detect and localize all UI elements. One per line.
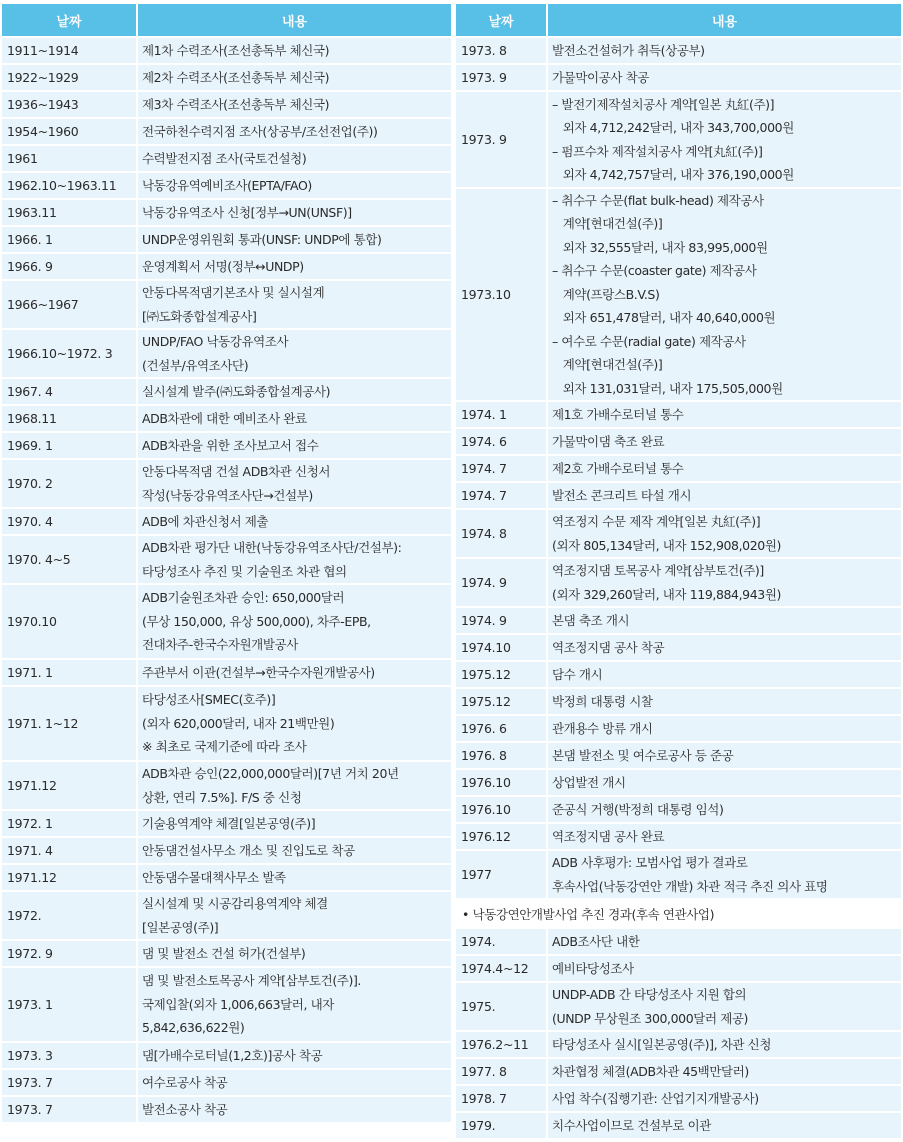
- row-date: 1936~1943: [2, 92, 136, 117]
- row-content-line: 상업발전 개시: [552, 774, 626, 790]
- row-content: [548, 797, 901, 822]
- row-date: 1975.12: [456, 689, 546, 714]
- row-content-line: 계약[현대건설(주)]: [552, 216, 663, 232]
- row-content: [548, 559, 901, 606]
- row-content-line: ADB기술원조차관 승인: 650,000달러: [142, 590, 345, 606]
- table-row: [2, 92, 451, 117]
- row-content: [138, 811, 451, 836]
- row-content: [548, 1086, 901, 1111]
- table-header: [456, 4, 901, 36]
- row-content-line: 안동댐건설사무소 개소 및 진입도로 착공: [142, 842, 355, 858]
- row-date: 1971. 1~12: [2, 687, 136, 760]
- row-date: 1974. 6: [456, 429, 546, 454]
- row-date: 1966.10~1972. 3: [2, 330, 136, 377]
- table-row: [2, 38, 451, 63]
- row-date: 1973. 9: [456, 92, 546, 187]
- row-content-line: [일본공영(주)]: [142, 919, 219, 935]
- table-row: [2, 762, 451, 809]
- row-content-line: 타당성조사 실시[일본공영(주)], 차관 신청: [552, 1036, 772, 1052]
- row-content: [548, 1032, 901, 1057]
- row-content-line: 박정희 대통령 시찰: [552, 693, 653, 709]
- row-date: 1969. 1: [2, 433, 136, 458]
- table-row: [2, 460, 451, 507]
- section-title: • 낙동강연안개발사업 추진 경과(후속 연관사업): [456, 900, 901, 927]
- row-content: [548, 743, 901, 768]
- row-content: [138, 1070, 451, 1095]
- table-row: [456, 402, 901, 427]
- row-content-line: 안동댐수몰대책사무소 발족: [142, 869, 286, 885]
- row-date: 1911~1914: [2, 38, 136, 63]
- row-content-line: 작성(낙동강유역조사단→건설부): [142, 487, 313, 503]
- row-content: [548, 429, 901, 454]
- row-content-line: (외자 805,134달러, 내자 152,908,020원): [552, 537, 781, 553]
- table-row: [456, 662, 901, 687]
- row-content: [138, 536, 451, 583]
- row-content: [138, 254, 451, 279]
- row-date: 1972. 9: [2, 941, 136, 966]
- row-content-line: 외자 4,712,242달러, 내자 343,700,000원: [552, 120, 794, 135]
- table-row: [2, 865, 451, 890]
- table-row: [456, 956, 901, 981]
- table-row: [2, 65, 451, 90]
- row-content: [548, 635, 901, 660]
- row-date: 1970. 2: [2, 460, 136, 507]
- row-date: 1966. 1: [2, 227, 136, 252]
- table-row: [456, 635, 901, 660]
- row-content-line: 제3차 수력조사(조선총독부 체신국): [142, 96, 330, 112]
- table-row: [456, 510, 901, 557]
- row-date: 1963.11: [2, 200, 136, 225]
- row-content-line: 수력발전지점 조사(국토건설청): [142, 150, 307, 166]
- row-content-line: (UNDP 무상원조 300,000달러 제공): [552, 1010, 749, 1026]
- row-content: [548, 1059, 901, 1084]
- row-date: 1979.: [456, 1113, 546, 1138]
- row-date: 1977: [456, 851, 546, 898]
- row-content: [138, 968, 451, 1041]
- table-row: [456, 456, 901, 481]
- row-content-line: 외자 651,478달러, 내자 40,640,000원: [552, 310, 776, 326]
- row-date: 1973.10: [456, 189, 546, 400]
- row-content: [548, 92, 901, 187]
- row-date: 1966~1967: [2, 281, 136, 328]
- row-date: 1974.4~12: [456, 956, 546, 981]
- row-content: [138, 687, 451, 760]
- row-date: 1974. 1: [456, 402, 546, 427]
- row-content-line: – 펌프수차 제작설치공사 계약[丸紅(주)]: [552, 143, 763, 159]
- row-content-line: 본댐 축조 개시: [552, 612, 630, 628]
- table-row: [2, 406, 451, 431]
- row-content-line: 발전소공사 착공: [142, 1101, 228, 1117]
- right-rows-followup: [456, 929, 901, 1138]
- row-content-line: 제1차 수력조사(조선총독부 체신국): [142, 42, 330, 58]
- table-row: [456, 983, 901, 1030]
- row-date: 1977. 8: [456, 1059, 546, 1084]
- row-content-line: ※ 최초로 국제기준에 따라 조사: [142, 739, 307, 755]
- row-content: [138, 585, 451, 658]
- table-row: [456, 429, 901, 454]
- table-row: [2, 838, 451, 863]
- row-content: [548, 189, 901, 400]
- row-date: 1974. 9: [456, 559, 546, 606]
- row-content-line: 운영계획서 서명(정부↔UNDP): [142, 258, 304, 274]
- row-content: [548, 716, 901, 741]
- row-content-line: – 여수로 수문(radial gate) 제작공사: [552, 333, 746, 349]
- row-content-line: 담수 개시: [552, 666, 603, 682]
- row-content-line: 안동다목적댐 건설 ADB차관 신청서: [142, 464, 331, 479]
- table-row: [2, 509, 451, 534]
- table-row: [456, 92, 901, 187]
- row-content-line: 상환, 연리 7.5%]. F/S 중 신청: [142, 789, 302, 805]
- table-row: [2, 1097, 451, 1122]
- table-row: [456, 851, 901, 898]
- row-content-line: – 발전기제작설치공사 계약[일본 丸紅(주)]: [552, 96, 775, 112]
- table-row: [2, 1070, 451, 1095]
- row-date: 1954~1960: [2, 119, 136, 144]
- row-content-line: – 취수구 수문(coaster gate) 제작공사: [552, 263, 757, 279]
- date-header: 날짜: [456, 4, 546, 36]
- row-content: [138, 838, 451, 863]
- row-content-line: ADB차관에 대한 예비조사 완료: [142, 410, 307, 426]
- row-date: 1922~1929: [2, 65, 136, 90]
- row-content-line: [㈜도화종합설계공사]: [142, 308, 257, 324]
- table-row: [2, 433, 451, 458]
- row-content: [138, 92, 451, 117]
- table-row: [456, 797, 901, 822]
- content-header: 내용: [138, 4, 451, 36]
- table-row: [456, 65, 901, 90]
- row-content: [138, 406, 451, 431]
- row-content-line: 낙동강유역조사 신청[정부→UN(UNSF)]: [142, 204, 352, 220]
- row-date: 1976.10: [456, 770, 546, 795]
- row-content-line: UNDP/FAO 낙동강유역조사: [142, 334, 289, 349]
- row-content: [548, 956, 901, 981]
- row-date: 1974.: [456, 929, 546, 954]
- row-date: 1971. 1: [2, 660, 136, 685]
- row-content-line: 예비타당성조사: [552, 960, 634, 976]
- row-content: [138, 379, 451, 404]
- row-content: [138, 941, 451, 966]
- row-content: [138, 330, 451, 377]
- table-row: [2, 585, 451, 658]
- row-date: 1961: [2, 146, 136, 171]
- row-content: [548, 38, 901, 63]
- row-content-line: ADB조사단 내한: [552, 933, 640, 949]
- table-row: [2, 254, 451, 279]
- row-date: 1976.10: [456, 797, 546, 822]
- table-row: [456, 824, 901, 849]
- row-content: [548, 824, 901, 849]
- table-row: [456, 743, 901, 768]
- table-row: [456, 929, 901, 954]
- row-content-line: 낙동강유역예비조사(EPTA/FAO): [142, 177, 312, 193]
- row-content: [138, 119, 451, 144]
- row-content: [548, 662, 901, 687]
- table-row: [2, 892, 451, 939]
- row-content-line: 역조정지 수문 제작 계약[일본 丸紅(주)]: [552, 514, 761, 529]
- row-content-line: (건설부/유역조사단): [142, 357, 249, 373]
- row-content: [138, 892, 451, 939]
- row-content-line: 타당성조사 추진 및 기술원조 차관 협의: [142, 563, 347, 579]
- row-content-line: 역조정지댐 토목공사 계약[삼부토건(주)]: [552, 563, 764, 578]
- table-row: [456, 689, 901, 714]
- table-row: [456, 1032, 901, 1057]
- row-content: [138, 173, 451, 198]
- row-date: 1976.2~11: [456, 1032, 546, 1057]
- table-row: [456, 1059, 901, 1084]
- row-date: 1972.: [2, 892, 136, 939]
- row-content-line: 전대차주-한국수자원개발공사: [142, 637, 298, 653]
- row-content: [138, 865, 451, 890]
- table-row: [456, 608, 901, 633]
- row-content: [138, 38, 451, 63]
- row-content-line: 발전소건설허가 취득(상공부): [552, 42, 705, 58]
- row-content: [548, 983, 901, 1030]
- row-content-line: ADB에 차관신청서 제출: [142, 513, 269, 529]
- row-content-line: – 취수구 수문(flat bulk-head) 제작공사: [552, 192, 764, 208]
- table-row: [2, 1043, 451, 1068]
- row-content: [138, 146, 451, 171]
- table-row: [2, 379, 451, 404]
- row-content-line: 치수사업이므로 건설부로 이관: [552, 1117, 711, 1133]
- row-date: 1970. 4: [2, 509, 136, 534]
- table-row: [2, 536, 451, 583]
- row-content-line: 후속사업(낙동강연안 개발) 차관 적극 추진 의사 표명: [552, 878, 828, 894]
- table-row: [2, 330, 451, 377]
- row-content-line: 댐 및 발전소 건설 허가(건설부): [142, 945, 306, 961]
- row-content: [138, 460, 451, 507]
- row-content-line: 안동다목적댐기본조사 및 실시설계: [142, 285, 325, 300]
- row-content-line: 사업 착수(집행기관: 산업기지개발공사): [552, 1090, 759, 1106]
- row-content-line: 전국하천수력지점 조사(상공부/조선전업(주)): [142, 123, 378, 139]
- row-content-line: UNDP운영위원회 통과(UNSF: UNDP에 통합): [142, 231, 382, 247]
- right-rows: [456, 38, 901, 898]
- row-date: 1974. 9: [456, 608, 546, 633]
- table-row: [2, 119, 451, 144]
- table-row: [2, 173, 451, 198]
- row-content-line: ADB 사후평가: 모범사업 평가 결과로: [552, 855, 748, 870]
- table-row: [456, 716, 901, 741]
- row-content: [138, 433, 451, 458]
- row-content-line: 댐 및 발전소토목공사 계약[삼부토건(주)].: [142, 973, 362, 989]
- row-content-line: 제1호 가배수로터널 통수: [552, 406, 684, 422]
- row-content-line: (외자 620,000달러, 내자 21백만원): [142, 715, 335, 731]
- row-content-line: 실시설계 발주(㈜도화종합설계공사): [142, 383, 331, 399]
- row-date: 1975.12: [456, 662, 546, 687]
- row-content: [548, 510, 901, 557]
- row-content-line: 본댐 발전소 및 여수로공사 등 준공: [552, 747, 734, 763]
- row-content: [138, 200, 451, 225]
- row-date: 1967. 4: [2, 379, 136, 404]
- row-content: [548, 770, 901, 795]
- row-content-line: 역조정지댐 공사 완료: [552, 828, 665, 844]
- row-content: [138, 762, 451, 809]
- table-row: [2, 811, 451, 836]
- row-date: 1973. 7: [2, 1070, 136, 1095]
- left-table: [2, 4, 451, 1124]
- row-content: [548, 929, 901, 954]
- table-row: [456, 1113, 901, 1138]
- row-date: 1974. 7: [456, 483, 546, 508]
- row-content: [138, 1043, 451, 1068]
- row-content-line: 국제입찰(외자 1,006,663달러, 내자: [142, 996, 334, 1012]
- row-date: 1973. 9: [456, 65, 546, 90]
- row-content-line: (외자 329,260달러, 내자 119,884,943원): [552, 586, 781, 602]
- table-row: [456, 483, 901, 508]
- row-content-line: 가물막이댐 축조 완료: [552, 433, 665, 449]
- row-content-line: 차관협정 체결(ADB차관 45백만달러): [552, 1063, 749, 1079]
- date-header: 날짜: [2, 4, 136, 36]
- right-table: [456, 4, 901, 1140]
- row-content: [138, 660, 451, 685]
- row-content-line: ADB차관 승인(22,000,000달러)[7년 거치 20년: [142, 766, 399, 781]
- table-row: [2, 941, 451, 966]
- table-row: [2, 146, 451, 171]
- row-date: 1973. 3: [2, 1043, 136, 1068]
- row-date: 1972. 1: [2, 811, 136, 836]
- table-row: [2, 200, 451, 225]
- row-content-line: (무상 150,000, 유상 500,000), 차주-EPB,: [142, 613, 371, 629]
- row-content: [138, 281, 451, 328]
- row-content: [548, 456, 901, 481]
- table-row: [456, 559, 901, 606]
- row-content-line: 발전소 콘크리트 타설 개시: [552, 487, 692, 503]
- row-content-line: 타당성조사[SMEC(호주)]: [142, 692, 276, 708]
- row-content: [138, 509, 451, 534]
- row-content-line: 제2차 수력조사(조선총독부 체신국): [142, 69, 330, 85]
- row-content: [138, 65, 451, 90]
- row-content-line: 계약[현대건설(주)]: [552, 357, 663, 373]
- row-content-line: 계약(프랑스B.V.S): [552, 286, 660, 302]
- row-content-line: 실시설계 및 시공감리용역계약 체결: [142, 896, 328, 911]
- row-date: 1974. 8: [456, 510, 546, 557]
- row-date: 1971.12: [2, 865, 136, 890]
- table-row: [456, 38, 901, 63]
- row-content-line: 외자 131,031달러, 내자 175,505,000원: [552, 380, 783, 396]
- table-row: [2, 687, 451, 760]
- row-date: 1966. 9: [2, 254, 136, 279]
- row-content-line: ADB차관 평가단 내한(낙동강유역조사단/건설부):: [142, 540, 402, 555]
- row-content-line: 준공식 거행(박정희 대통령 임석): [552, 801, 724, 817]
- row-date: 1971.12: [2, 762, 136, 809]
- row-date: 1970.10: [2, 585, 136, 658]
- table-row: [456, 770, 901, 795]
- table-row: [2, 281, 451, 328]
- row-content: [138, 1097, 451, 1122]
- row-content-line: 관개용수 방류 개시: [552, 720, 653, 736]
- row-date: 1962.10~1963.11: [2, 173, 136, 198]
- row-content: [548, 1113, 901, 1138]
- table-row: [456, 1086, 901, 1111]
- row-content: [548, 483, 901, 508]
- row-content-line: 기술용역계약 체결[일본공영(주)]: [142, 815, 316, 831]
- row-date: 1974. 7: [456, 456, 546, 481]
- row-content-line: 댐[가배수로터널(1,2호)]공사 착공: [142, 1047, 323, 1063]
- row-date: 1976. 8: [456, 743, 546, 768]
- row-content-line: ADB차관을 위한 조사보고서 접수: [142, 437, 319, 453]
- row-content-line: 제2호 가배수로터널 통수: [552, 460, 684, 476]
- row-content: [548, 851, 901, 898]
- row-date: 1968.11: [2, 406, 136, 431]
- content-header: 내용: [548, 4, 901, 36]
- row-date: 1973. 1: [2, 968, 136, 1041]
- row-content-line: 외자 32,555달러, 내자 83,995,000원: [552, 239, 768, 255]
- row-content: [548, 402, 901, 427]
- row-date: 1975.: [456, 983, 546, 1030]
- row-content: [138, 227, 451, 252]
- row-content-line: 외자 4,742,757달러, 내자 376,190,000원: [552, 167, 794, 182]
- row-date: 1970. 4~5: [2, 536, 136, 583]
- row-content: [548, 689, 901, 714]
- row-date: 1973. 8: [456, 38, 546, 63]
- table-header: [2, 4, 451, 36]
- table-row: [2, 227, 451, 252]
- table-row: [2, 660, 451, 685]
- row-date: 1978. 7: [456, 1086, 546, 1111]
- row-content-line: 5,842,636,622원): [142, 1020, 245, 1036]
- row-date: 1976. 6: [456, 716, 546, 741]
- row-content-line: UNDP-ADB 간 타당성조사 지원 합의: [552, 987, 747, 1002]
- row-date: 1973. 7: [2, 1097, 136, 1122]
- row-content: [548, 65, 901, 90]
- left-rows: [2, 38, 451, 1122]
- row-date: 1976.12: [456, 824, 546, 849]
- row-content-line: 여수로공사 착공: [142, 1074, 228, 1090]
- row-content-line: 주관부서 이관(건설부→한국수자원개발공사): [142, 664, 375, 680]
- row-content-line: 가물막이공사 착공: [552, 69, 649, 85]
- table-row: [2, 968, 451, 1041]
- row-content-line: 역조정지댐 공사 착공: [552, 639, 665, 655]
- row-content: [548, 608, 901, 633]
- table-row: [456, 189, 901, 400]
- row-date: 1974.10: [456, 635, 546, 660]
- row-date: 1971. 4: [2, 838, 136, 863]
